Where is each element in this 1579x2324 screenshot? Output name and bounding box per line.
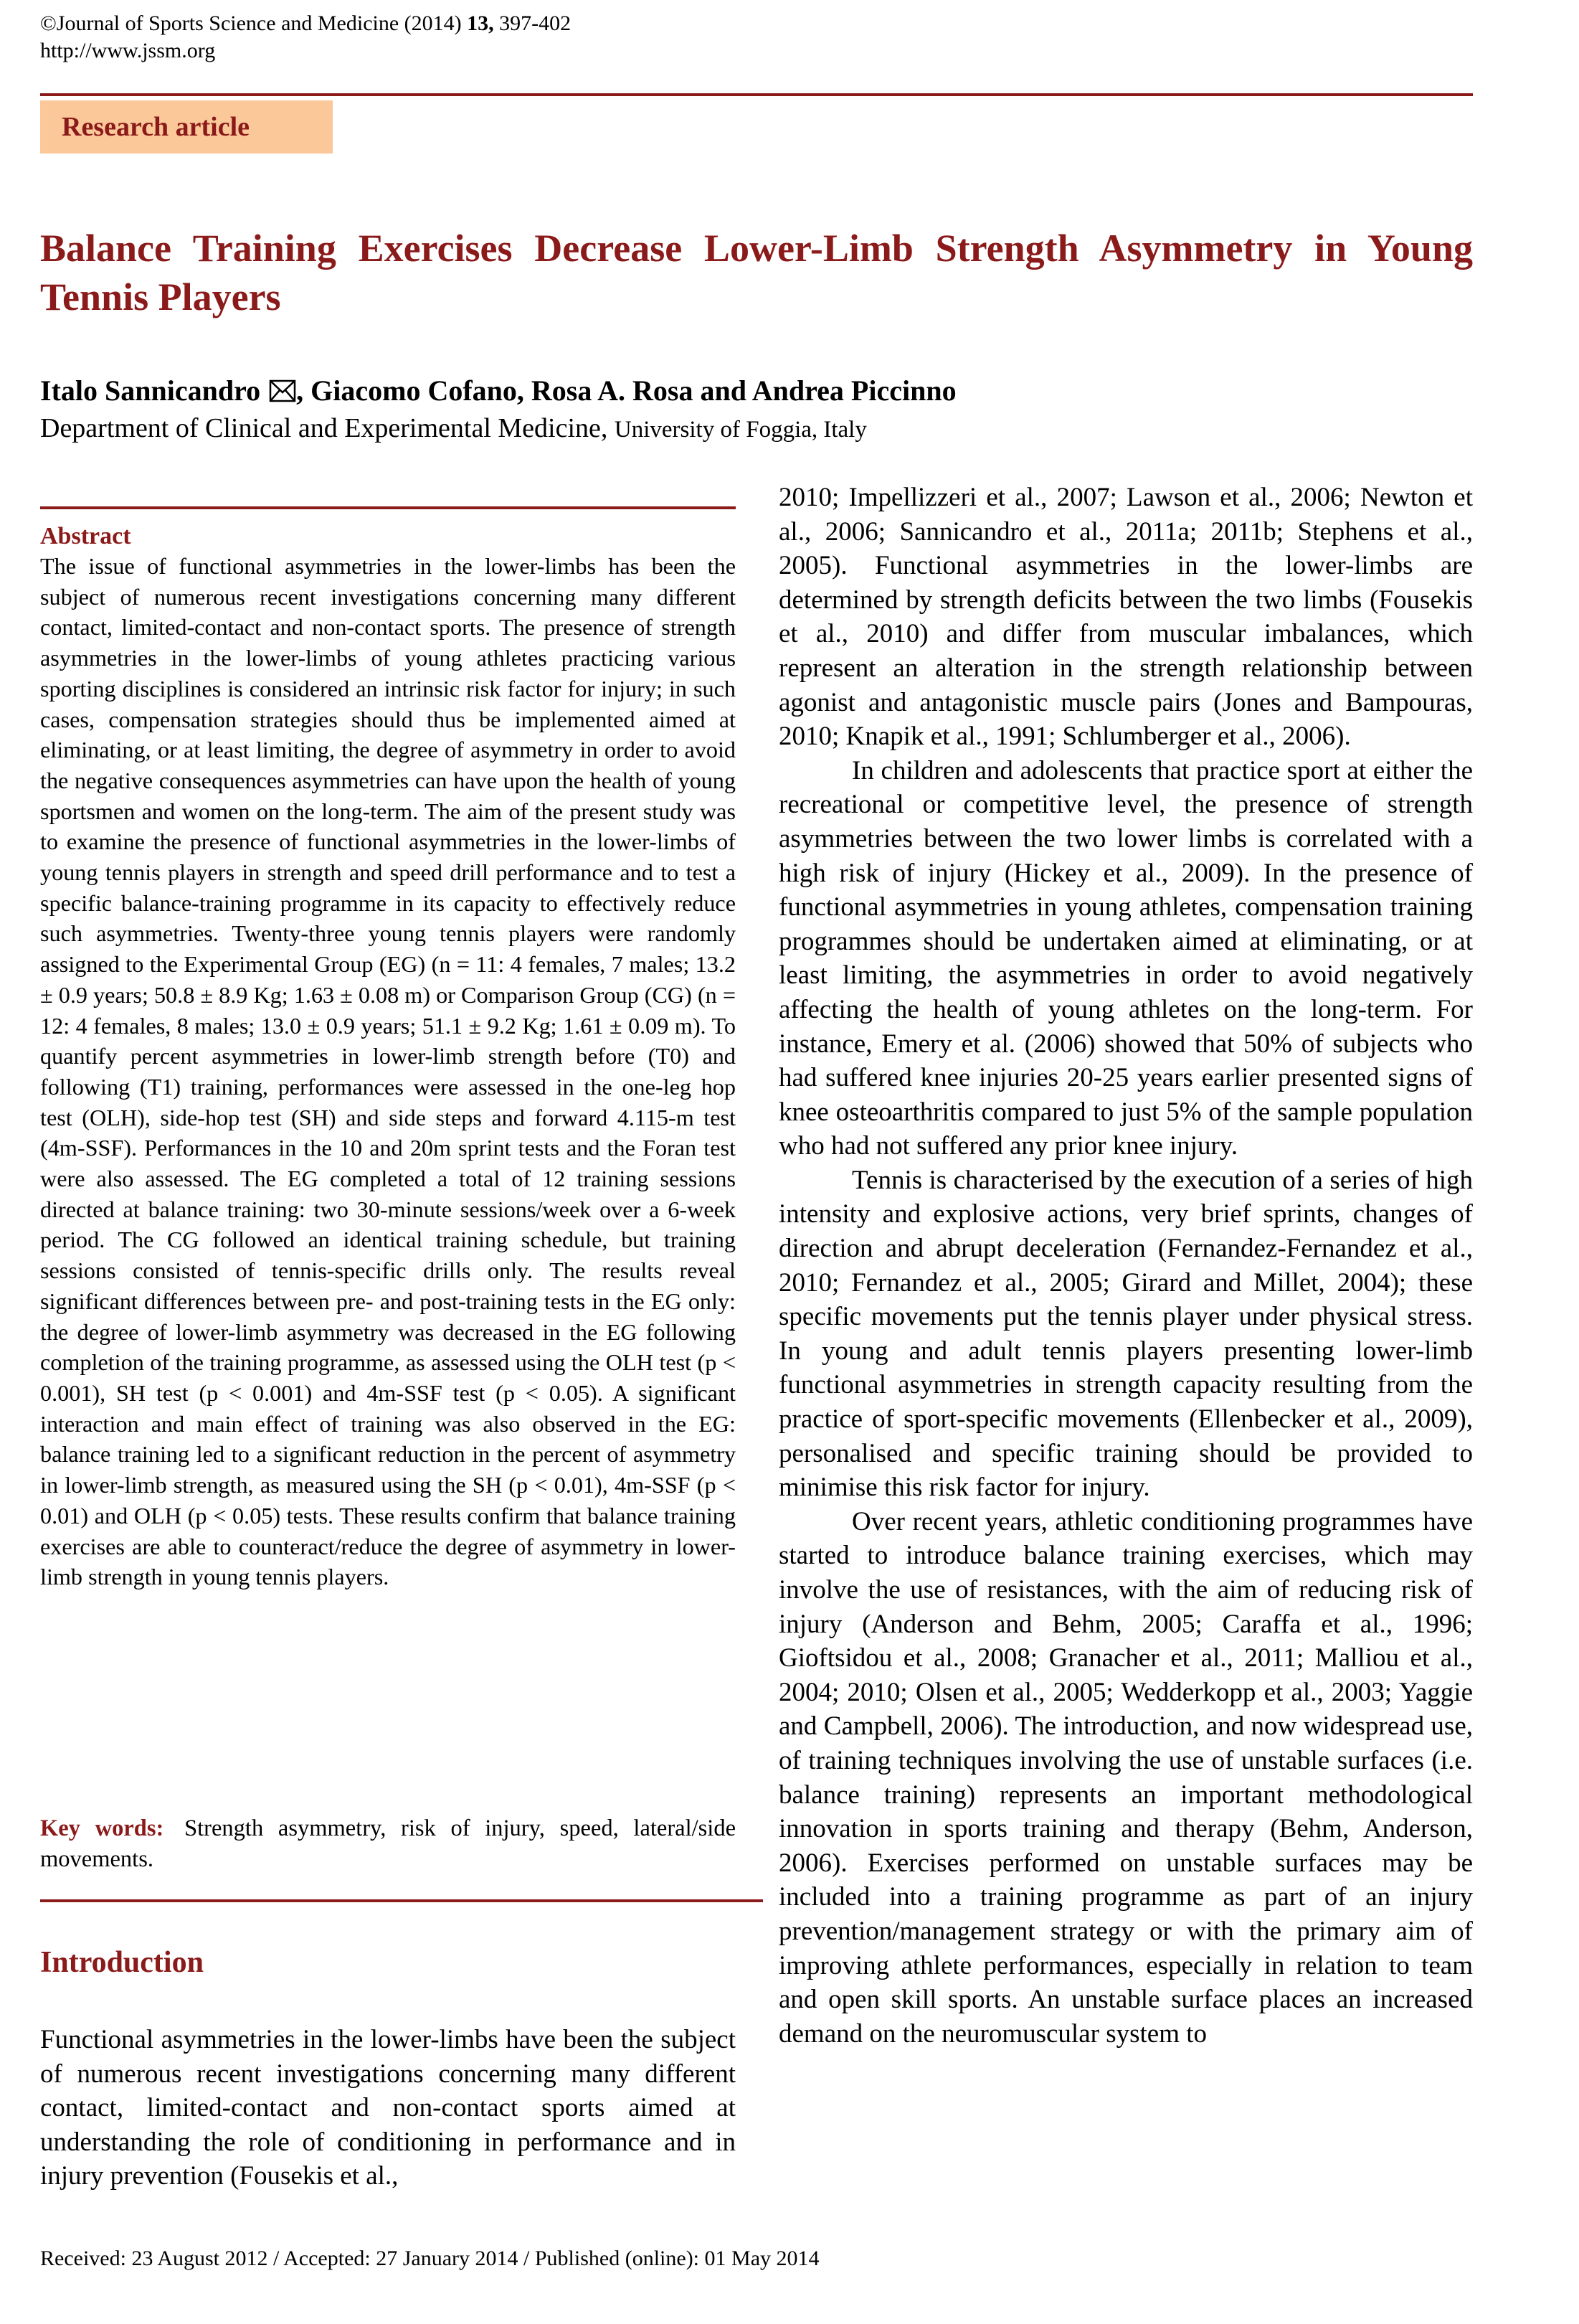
- affiliation-department: Department of Clinical and Experimental Medicine,: [40, 413, 615, 443]
- introduction-divider: [40, 1899, 763, 1902]
- envelope-icon[interactable]: [269, 376, 296, 412]
- keywords-text: Strength asymmetry, risk of injury, speed, lateral/side movements.: [40, 1815, 736, 1872]
- abstract-divider: [40, 506, 736, 509]
- introduction-paragraph-1: Functional asymmetries in the lower-limbs have been the subject of numerous recent investigations concerning many different contact, limited-contact and non-contact sports aimed at understanding the role of conditioning in performance and in injury prevention (Fousekis et al.,: [40, 2025, 736, 2191]
- author-list: [40, 373, 957, 412]
- publication-dates: Received: 23 August 2012 / Accepted: 27 January 2014 / Published (online): 01 May 2014: [40, 2247, 820, 2270]
- affiliation: [40, 412, 867, 446]
- journal-volume: 13,: [467, 11, 494, 35]
- body-paragraph: 2010; Impellizzeri et al., 2007; Lawson et al., 2006; Newton et al., 2006; Sannicandro et al., 2011a; 2011b; Stephens et al., 2005). Functional asymmetries in the lower-limbs are determined by strength deficits between the two limbs (Fousekis et al., 2010) and differ from muscular imbalances, which represent an alteration in the strength relationship between agonist and antagonistic muscle pairs (Jones and Bampouras, 2010; Knapik et al., 1991; Schlumberger et al., 2006).: [779, 483, 1473, 752]
- journal-name: ©Journal of Sports Science and Medicine (2014): [40, 11, 468, 35]
- journal-url[interactable]: http://www.jssm.org: [40, 39, 216, 62]
- abstract-heading: Abstract: [40, 523, 131, 549]
- corresponding-author: Italo Sannicandro: [40, 374, 261, 407]
- right-column: [779, 481, 1473, 2051]
- body-paragraph: In children and adolescents that practice sport at either the recreational or competitive level, the presence of strength asymmetries between the two lower limbs is correlated with a high risk of injury (Hickey et al., 2009). In the presence of functional asymmetries in young athletes, compensation training programmes should be undertaken aimed at eliminating, or at least limiting, the asymmetries in order to avoid negatively affecting the health of young athletes on the long-term. For instance, Emery et al. (2006) showed that 50% of subjects who had suffered knee injuries 20-25 years earlier presented signs of knee osteoarthritis compared to just 5% of the sample population who had not suffered any prior knee injury.: [779, 755, 1473, 1161]
- affiliation-university: University of Foggia, Italy: [614, 417, 867, 443]
- keywords-label: Key words:: [40, 1815, 164, 1841]
- journal-citation: [40, 11, 571, 36]
- introduction-heading: Introduction: [40, 1946, 204, 1979]
- body-paragraph: Over recent years, athletic conditioning programmes have started to introduce balance training exercises, which may involve the use of resistances, with the aim of reducing risk of injury (Anderson and Behm, 2005; Caraffa et al., 1996; Gioftsidou et al., 2008; Granacher et al., 2011; Malliou et al., 2004; 2010; Olsen et al., 2005; Wedderkopp et al., 2003; Yaggie and Campbell, 2006). The introduction, and now widespread use, of training techniques involving the use of unstable surfaces (i.e. balance training) represents an important methodological innovation in sports training and therapy (Behm, Anderson, 2006). Exercises performed on unstable surfaces may be included into a training programme as part of an injury prevention/management strategy or with the primary aim of improving athlete performances, especially in relation to team and open skill sports. An unstable surface places an increased demand on the neuromuscular system to: [779, 1506, 1473, 2049]
- header-divider: [40, 93, 1473, 96]
- article-type-badge: Research article: [40, 100, 333, 153]
- body-paragraph: Tennis is characterised by the execution of a series of high intensity and explosive actions, very brief sprints, changes of direction and abrupt deceleration (Fernandez-Fernandez et al., 2010; Fernandez et al., 2005; Girard and Millet, 2004); these specific movements put the tennis player under physical stress. In young and adult tennis players presenting lower-limb functional asymmetries in strength capacity resulting from the practice of sport-specific movements (Ellenbecker et al., 2009), personalised and specific training should be provided to minimise this risk factor for injury.: [779, 1165, 1473, 1503]
- co-authors: , Giacomo Cofano, Rosa A. Rosa and Andrea Piccinno: [296, 374, 957, 407]
- article-title: Balance Training Exercises Decrease Lower-Limb Strength Asymmetry in Young Tennis Players: [40, 227, 1473, 318]
- journal-pages: 397-402: [493, 11, 572, 35]
- keywords: [40, 1813, 736, 1874]
- abstract-text: The issue of functional asymmetries in the lower-limbs has been the subject of numerous recent investigations concerning many different contact, limited-contact and non-contact sports. The presence of strength asymmetries in the lower-limbs of young athletes practicing various sporting disciplines is considered an intrinsic risk factor for injury; in such cases, compensation strategies should thus be implemented aimed at eliminating, or at least limiting, the degree of asymmetry in order to avoid the negative consequences asymmetries can have upon the health of young sportsmen and women on the long-term. The aim of the present study was to examine the presence of functional asymmetries in the lower-limbs of young tennis players in strength and speed drill performance and to test a specific balance-training programme in its capacity to effectively reduce such asymmetries. Twenty-three young tennis players were randomly assigned to the Experimental Group (EG) (n = 11: 4 females, 7 males; 13.2 ± 0.9 years; 50.8 ± 8.9 Kg; 1.63 ± 0.08 m) or Comparison Group (CG) (n = 12: 4 females, 8 males; 13.0 ± 0.9 years; 51.1 ± 9.2 Kg; 1.61 ± 0.09 m). To quantify percent asymmetries in lower-limb strength before (T0) and following (T1) training, performances were assessed in the one-leg hop test (OLH), side-hop test (SH) and side steps and forward 4.115-m test (4m-SSF). Performances in the 10 and 20m sprint tests and the Foran test were also assessed. The EG completed a total of 12 training sessions directed at balance training: two 30-minute sessions/week over a 6-week period. The CG followed an identical training schedule, but training sessions consisted of tennis-specific drills only. The results reveal significant differences between pre- and post-training tests in the EG only: the degree of lower-limb asymmetry was decreased in the EG following completion of the training programme, as assessed using the OLH test (p < 0.001), SH test (p < 0.001) and 4m-SSF test (p < 0.05). A significant interaction and main effect of training was also observed in the EG: balance training led to a significant reduction in the percent of asymmetry in lower-limb strength, as measured using the SH (p < 0.01), 4m-SSF (p < 0.01) and OLH (p < 0.05) tests. These results confirm that balance training exercises are able to counteract/reduce the degree of asymmetry in lower-limb strength in young tennis players.: [40, 553, 736, 1590]
